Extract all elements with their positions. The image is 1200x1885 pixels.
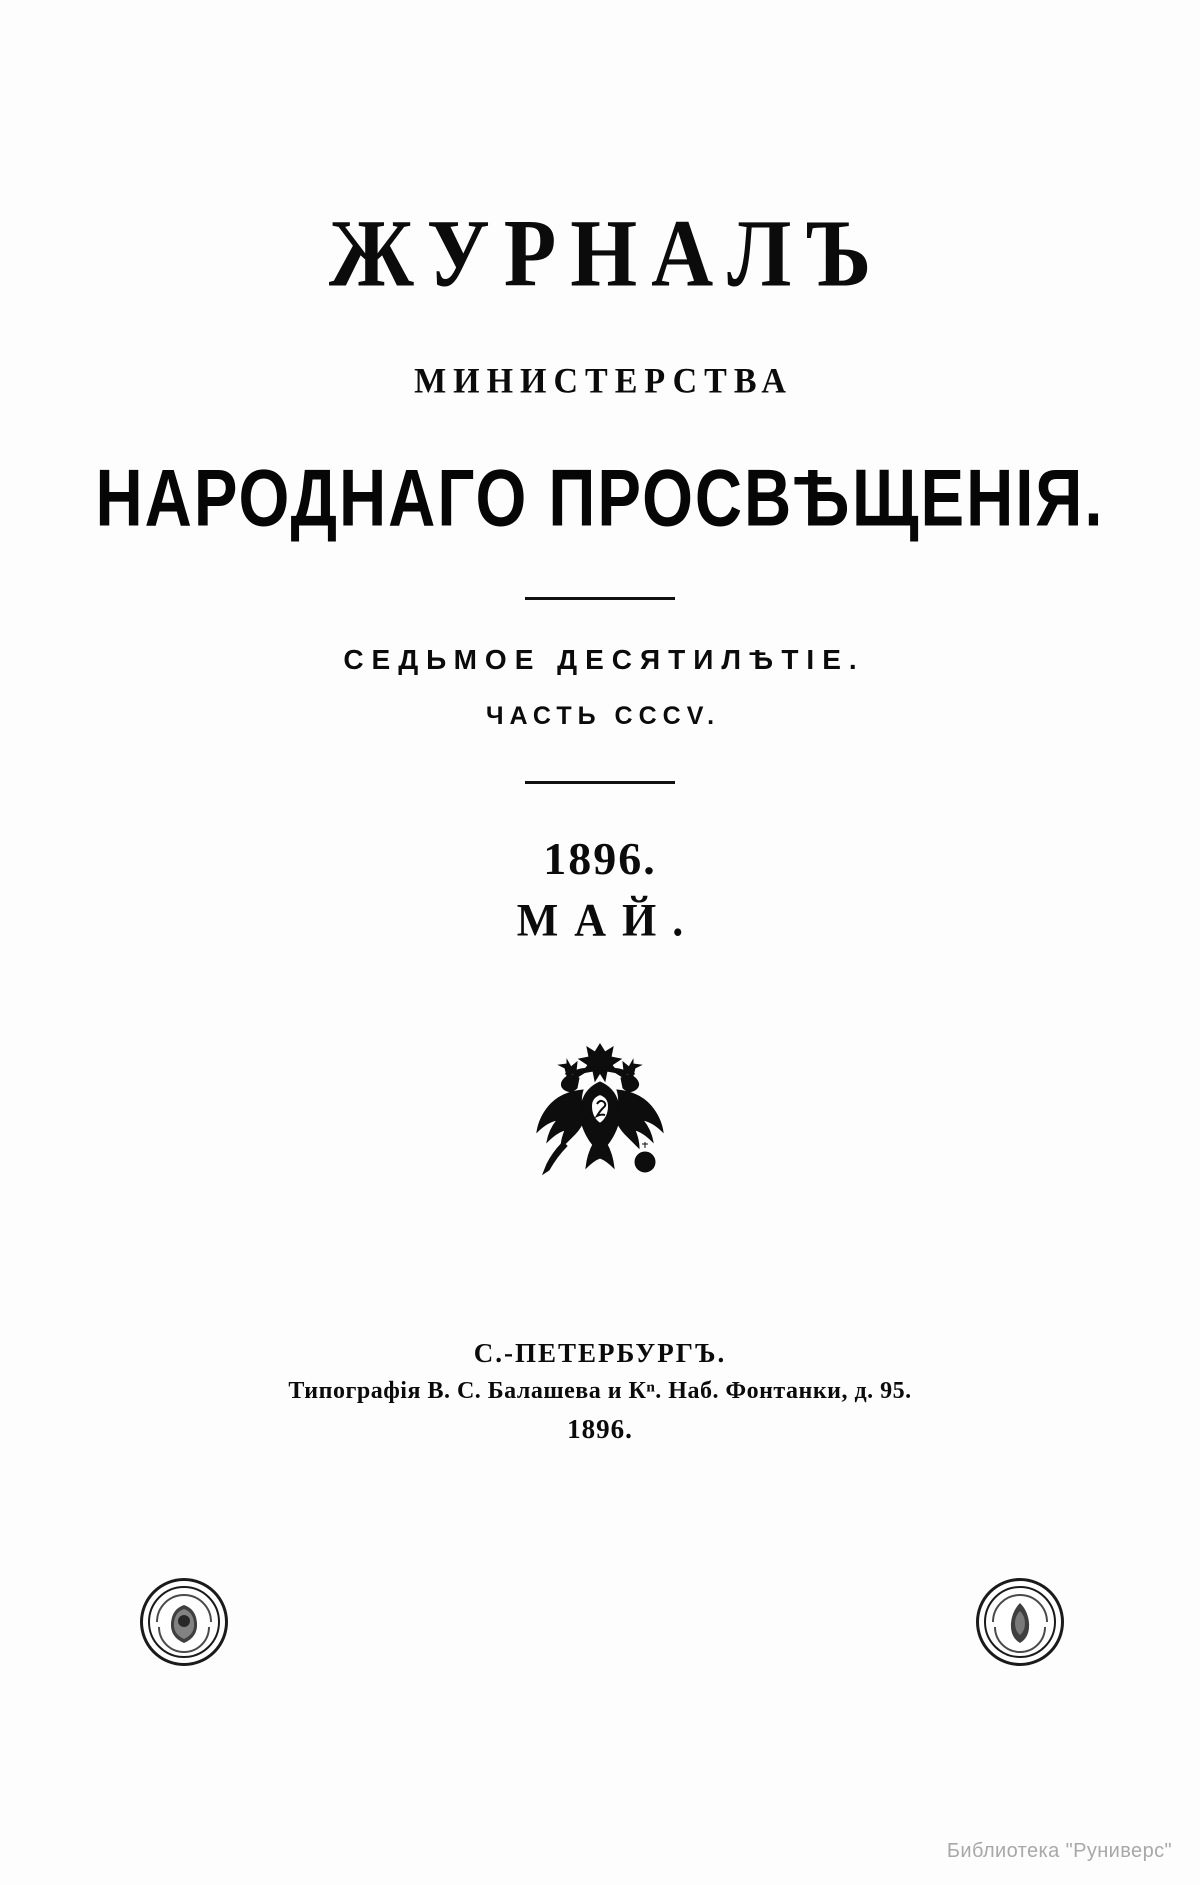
imprint-city: С.-ПЕТЕРБУРГЪ. bbox=[473, 1338, 727, 1368]
emblem-container bbox=[0, 1038, 1200, 1208]
library-oval-stamp-left-icon bbox=[140, 1578, 228, 1666]
divider-rule-top bbox=[525, 597, 675, 600]
imprint-year: 1896. bbox=[567, 1414, 633, 1444]
divider-rule-bottom bbox=[525, 781, 675, 784]
journal-subtitle-education: НАРОДНАГО ПРОСВѢЩЕНІЯ. bbox=[95, 452, 1105, 543]
decade-label: СЕДЬМОЕ ДЕСЯТИЛѢТІЕ. bbox=[343, 644, 865, 675]
journal-title: ЖУРНАЛЪ bbox=[328, 199, 886, 307]
imprint-printer: Типографія В. С. Балашева и Кⁿ. Наб. Фонтанки, д. 95. bbox=[288, 1378, 912, 1404]
publication-month: МАЙ. bbox=[516, 894, 700, 947]
library-oval-stamp-right-icon bbox=[976, 1578, 1064, 1666]
russian-imperial-double-headed-eagle-icon bbox=[505, 1038, 695, 1213]
publication-year: 1896. bbox=[543, 833, 657, 884]
part-label: ЧАСТЬ CCCV. bbox=[485, 702, 721, 730]
journal-subtitle-ministry: МИНИСТЕРСТВА bbox=[414, 362, 793, 401]
library-watermark: Библиотека "Руниверс" bbox=[946, 1840, 1172, 1862]
imprint-block bbox=[0, 1338, 1200, 1445]
